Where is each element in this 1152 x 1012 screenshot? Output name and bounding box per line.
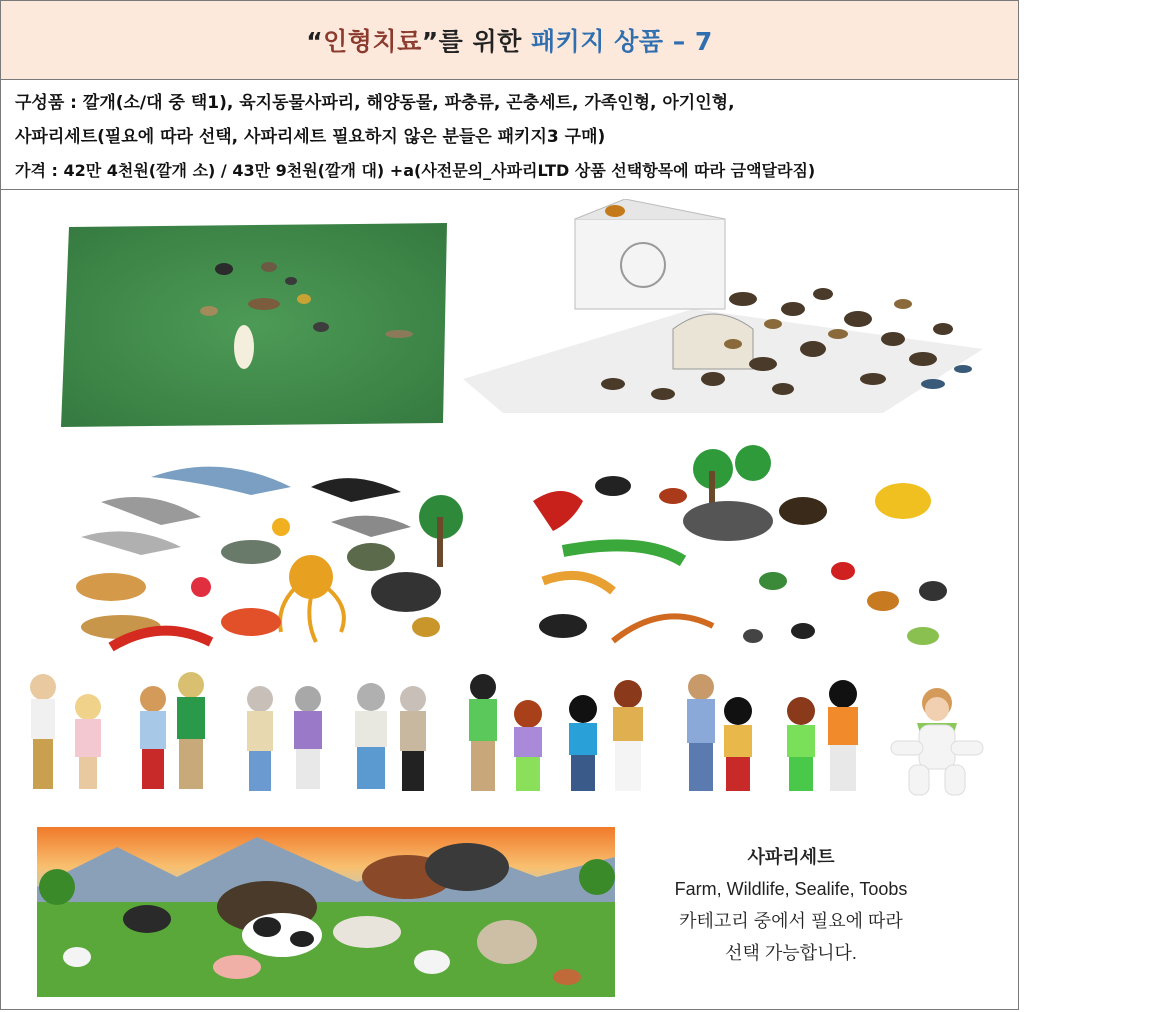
family-dolls-photo xyxy=(13,669,883,807)
caption-line-1: Farm, Wildlife, Sealife, Toobs xyxy=(674,879,908,899)
caption-line-3: 선택 가능합니다. xyxy=(725,943,857,963)
caption-line-2: 카테고리 중에서 필요에 따라 xyxy=(679,911,903,931)
title-quote-open: “ xyxy=(306,27,324,56)
green-mat-photo xyxy=(59,219,451,429)
title-suffix: – 7 xyxy=(663,27,713,56)
price-label: 가격 : xyxy=(15,161,64,180)
reptiles-insects-photo xyxy=(523,441,973,663)
animal-collection-box-photo xyxy=(463,199,983,417)
sea-animals-photo xyxy=(51,447,496,665)
baby-doll-photo xyxy=(881,685,993,801)
safari-set-caption xyxy=(641,841,941,969)
components-line-1: 구성품 : 깔개(소/대 중 택1), 육지동물사파리, 해양동물, 파충류, 곤충세트, 가족인형, 아기인형, xyxy=(15,93,735,113)
title-accent: 인형치료 xyxy=(323,27,422,56)
price-value: 42만 4천원(깔개 소) / 43만 9천원(깔개 대) +a(사전문의_사파리LTD 상품 선택항목에 따라 금액달라짐) xyxy=(63,161,816,180)
package-info xyxy=(1,80,1018,190)
components-line-2: 사파리세트(필요에 따라 선택, 사파리세트 필요하지 않은 분들은 패키지3 구매) xyxy=(15,127,606,147)
caption-title: 사파리세트 xyxy=(747,847,835,867)
title-bar xyxy=(1,1,1018,80)
price-line xyxy=(15,154,1004,188)
title-quote-close: ”를 위한 xyxy=(421,27,532,56)
page-title xyxy=(306,22,713,58)
farm-animals-photo xyxy=(37,827,615,997)
title-product: 패키지 상품 xyxy=(531,27,664,56)
